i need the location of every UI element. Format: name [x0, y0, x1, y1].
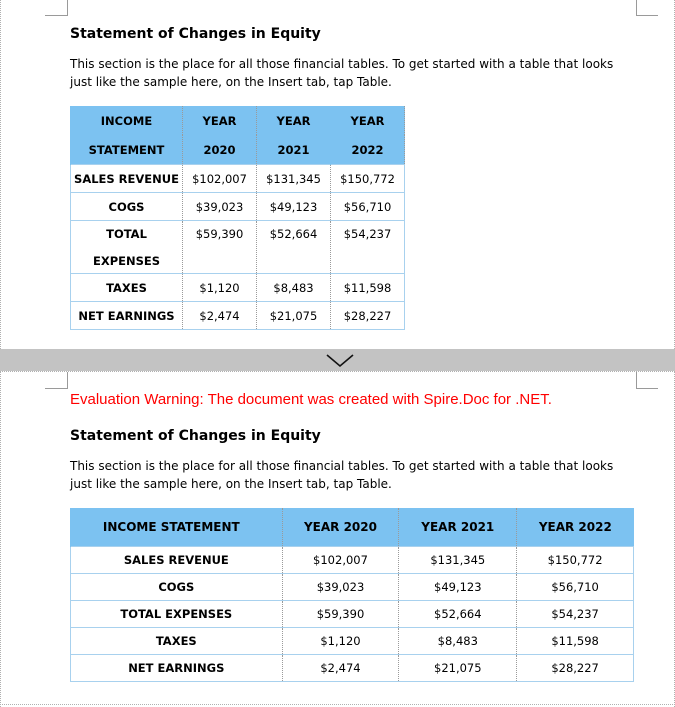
row-label: TAXES: [71, 628, 283, 655]
section2-intro: This section is the place for all those financial tables. To get started with a table that looks just like the sample here, on the Insert tab, tap Table.: [70, 459, 614, 491]
cell-value: $102,007: [183, 165, 257, 193]
header-cell: STATEMENT: [71, 135, 183, 165]
table-row: [71, 221, 405, 274]
header-cell: YEAR 2021: [399, 508, 517, 547]
row-label: [71, 221, 183, 274]
cell-value: $21,075: [399, 655, 517, 682]
cell-value: $39,023: [282, 574, 399, 601]
cell-value: $1,120: [183, 274, 257, 302]
header-cell: YEAR 2022: [517, 508, 634, 547]
cell-value: $59,390: [282, 601, 399, 628]
chevron-down-icon[interactable]: [325, 352, 355, 368]
row-label: TOTAL EXPENSES: [71, 601, 283, 628]
cell-value: $1,120: [282, 628, 399, 655]
row-label: SALES REVENUE: [71, 547, 283, 574]
header-cell: 2020: [183, 135, 257, 165]
income-table-1: [70, 106, 405, 330]
row-label: NET EARNINGS: [71, 302, 183, 330]
cell-value: $56,710: [331, 193, 405, 221]
cell-value: $8,483: [399, 628, 517, 655]
cell-value: $131,345: [399, 547, 517, 574]
cell-value: $28,227: [517, 655, 634, 682]
cell-value: $52,664: [399, 601, 517, 628]
cell-value: $11,598: [517, 628, 634, 655]
cell-value: $150,772: [517, 547, 634, 574]
table-row: [71, 193, 405, 221]
section1-intro: This section is the place for all those financial tables. To get started with a table that looks just like the sample here, on the Insert tab, tap Table.: [70, 57, 614, 89]
row-label: NET EARNINGS: [71, 655, 283, 682]
cell-value: $150,772: [331, 165, 405, 193]
header-cell: INCOME: [71, 106, 183, 135]
table-row: [71, 574, 634, 601]
evaluation-warning: Evaluation Warning: The document was created with Spire.Doc for .NET.: [70, 391, 552, 408]
cell-value: $21,075: [257, 302, 331, 330]
table-row: [71, 655, 634, 682]
cell-value: $59,390: [183, 221, 257, 274]
table-header-row: [71, 135, 405, 165]
row-label: TAXES: [71, 274, 183, 302]
table-row: [71, 302, 405, 330]
cell-value: $49,123: [399, 574, 517, 601]
header-cell: YEAR 2020: [282, 508, 399, 547]
page-2-bottom-edge: [0, 704, 675, 705]
table-row: [71, 274, 405, 302]
cell-value: $131,345: [257, 165, 331, 193]
cell-value: $54,237: [517, 601, 634, 628]
row-label-line2: EXPENSES: [92, 253, 161, 268]
cell-value: $52,664: [257, 221, 331, 274]
cell-value: $2,474: [183, 302, 257, 330]
header-cell: 2021: [257, 135, 331, 165]
row-label: COGS: [71, 574, 283, 601]
row-label-line1: TOTAL: [106, 226, 147, 241]
header-cell: YEAR: [257, 106, 331, 135]
page-2-top-edge: [0, 371, 675, 372]
table-row: [71, 628, 634, 655]
header-cell: YEAR: [331, 106, 405, 135]
cell-value: $54,237: [331, 221, 405, 274]
section2-title: Statement of Changes in Equity: [70, 428, 321, 444]
cell-value: $49,123: [257, 193, 331, 221]
header-cell: 2022: [331, 135, 405, 165]
cell-value: $102,007: [282, 547, 399, 574]
cell-value: $28,227: [331, 302, 405, 330]
row-label: COGS: [71, 193, 183, 221]
header-cell: INCOME STATEMENT: [71, 508, 283, 547]
table-row: [71, 601, 634, 628]
cell-value: $39,023: [183, 193, 257, 221]
header-cell: YEAR: [183, 106, 257, 135]
cell-value: $11,598: [331, 274, 405, 302]
income-table-2: [70, 508, 634, 682]
cell-value: $56,710: [517, 574, 634, 601]
section1-title: Statement of Changes in Equity: [70, 26, 321, 42]
cell-value: $2,474: [282, 655, 399, 682]
cell-value: $8,483: [257, 274, 331, 302]
table-header-row: [71, 106, 405, 135]
table-row: [71, 547, 634, 574]
row-label: SALES REVENUE: [71, 165, 183, 193]
table-row: [71, 165, 405, 193]
table-header-row: [71, 508, 634, 547]
